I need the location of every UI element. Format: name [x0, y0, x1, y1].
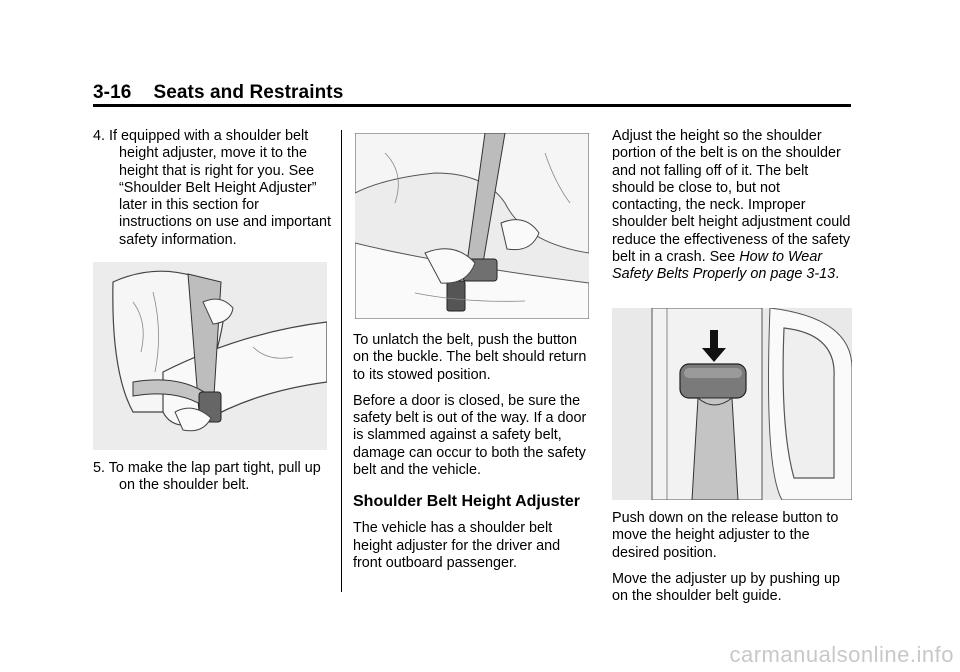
left-column: [93, 128, 333, 258]
middle-column: [353, 332, 589, 581]
adjuster-paragraph: The vehicle has a shoulder belt height adjuster for the driver and front outboard passenger.: [353, 520, 561, 571]
right-column: [612, 128, 852, 293]
adjust-paragraph: [612, 128, 852, 284]
page-number: 3-16: [93, 82, 132, 103]
figure-lap-belt-tighten: [93, 262, 327, 450]
right-column-lower: [612, 510, 852, 614]
watermark-logo: carmanualsonline.info: [729, 642, 954, 667]
header-rule: [93, 104, 851, 107]
subheading-height-adjuster: Shoulder Belt Height Adjuster: [353, 493, 580, 511]
adjust-text: Adjust the height so the shoulder portion of the belt is on the shoulder and not falling off of it. The belt should be close to, but not contacting, the neck. Improper shoulder belt height adjustment could reduce the effectiveness of the safety belt in a crash. See: [612, 128, 851, 266]
move-paragraph: Move the adjuster up by pushing up on the shoulder belt guide.: [612, 570, 841, 605]
lap-belt-illustration: [93, 262, 327, 450]
step-4: 4. If equipped with a shoulder belt height adjuster, move it to the height that is right for you. See “Shoulder Belt Height Adjuster” later in this section for instructions on use and important safety information.: [93, 128, 331, 248]
step-5: 5. To make the lap part tight, pull up on the shoulder belt.: [93, 460, 321, 494]
page-header: [93, 82, 343, 104]
section-title: Seats and Restraints: [153, 82, 344, 103]
unlatch-paragraph: To unlatch the belt, push the button on the buckle. The belt should return to its stowed position.: [353, 332, 587, 383]
column-divider: [341, 130, 342, 592]
left-column-lower: [93, 460, 333, 504]
unlatch-illustration: [355, 133, 589, 319]
figure-unlatch-buckle: [355, 133, 589, 319]
cross-reference-link[interactable]: How to Wear Safety Belts Properly on page 3-13: [612, 249, 836, 283]
figure-height-adjuster: [612, 308, 852, 500]
height-adjuster-illustration: [612, 308, 852, 500]
push-paragraph: Push down on the release button to move the height adjuster to the desired position.: [612, 510, 839, 561]
door-paragraph: Before a door is closed, be sure the safety belt is out of the way. If a door is slammed against a safety belt, damage can occur to both the safety belt and the vehicle.: [353, 392, 587, 479]
adjust-end: .: [835, 266, 840, 283]
